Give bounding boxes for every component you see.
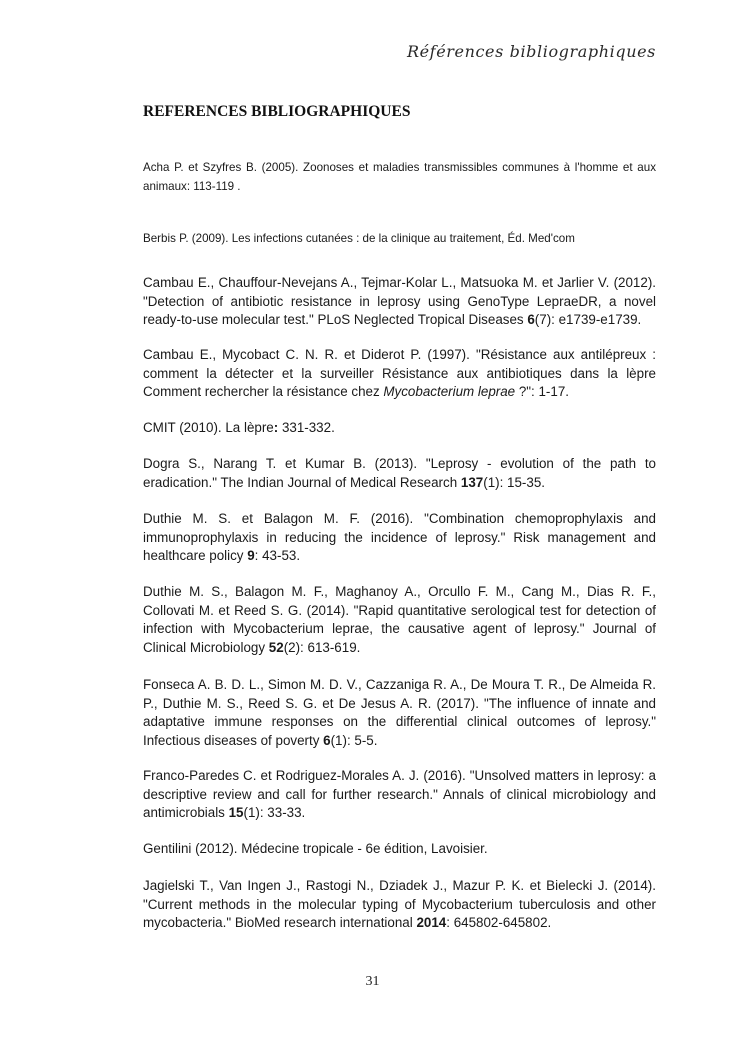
page-number: 31 <box>365 974 380 989</box>
reference-item: Cambau E., Chauffour-Nevejans A., Tejmar-Kolar L., Matsuoka M. et Jarlier V. (2012). "Detection of antibiotic resistance in leprosy using GenoType LepraeDR, a novel ready-to-use molecular test." PLoS Neglected Tropical Diseases 6(7): e1739-e1739. <box>143 275 656 328</box>
reference-item: Gentilini (2012). Médecine tropicale - 6e édition, Lavoisier. <box>143 841 488 856</box>
reference-item: Acha P. et Szyfres B. (2005). Zoonoses et maladies transmissibles communes à l'homme et aux animaux: 113-119 . <box>143 161 656 193</box>
reference-item: Berbis P. (2009). Les infections cutanées : de la clinique au traitement, Éd. Med'com <box>143 232 575 245</box>
running-header: Références bibliographiques <box>406 42 656 61</box>
reference-item: Duthie M. S. et Balagon M. F. (2016). "Combination chemoprophylaxis and immunoprophylaxis in reducing the incidence of leprosy." Risk management and healthcare policy 9: 43-53. <box>143 511 656 564</box>
section-title: REFERENCES BIBLIOGRAPHIQUES <box>143 103 411 120</box>
reference-item: Fonseca A. B. D. L., Simon M. D. V., Cazzaniga R. A., De Moura T. R., De Almeida R. P., Duthie M. S., Reed S. G. et De Jesus A. R. (2017). "The influence of innate and adaptative immune responses on the differential clinical outcomes of leprosy." Infectious diseases of poverty 6(1): 5-5. <box>143 677 656 748</box>
reference-item: Franco-Paredes C. et Rodriguez-Morales A. J. (2016). "Unsolved matters in leprosy: a descriptive review and call for further research." Annals of clinical microbiology and antimicrobials 15(1): 33-33. <box>143 768 656 821</box>
reference-item: CMIT (2010). La lèpre: 331-332. <box>143 420 335 435</box>
reference-item: Jagielski T., Van Ingen J., Rastogi N., Dziadek J., Mazur P. K. et Bielecki J. (2014). "Current methods in the molecular typing of Mycobacterium tuberculosis and other mycobacteria." BioMed research international 2014: 645802-645802. <box>143 878 656 931</box>
reference-item: Cambau E., Mycobact C. N. R. et Diderot P. (1997). "Résistance aux antilépreux : comment la détecter et la surveiller Résistance aux antibiotiques dans la lèpre Comment rechercher la résistance chez Mycobacterium leprae ?": 1-17. <box>143 347 656 400</box>
reference-item: Duthie M. S., Balagon M. F., Maghanoy A., Orcullo F. M., Cang M., Dias R. F., Collovati M. et Reed S. G. (2014). "Rapid quantitative serological test for detection of infection with Mycobacterium leprae, the causative agent of leprosy." Journal of Clinical Microbiology 52(2): 613-619. <box>143 584 656 655</box>
reference-item: Dogra S., Narang T. et Kumar B. (2013). "Leprosy - evolution of the path to eradication." The Indian Journal of Medical Research 137(1): 15-35. <box>143 456 656 490</box>
